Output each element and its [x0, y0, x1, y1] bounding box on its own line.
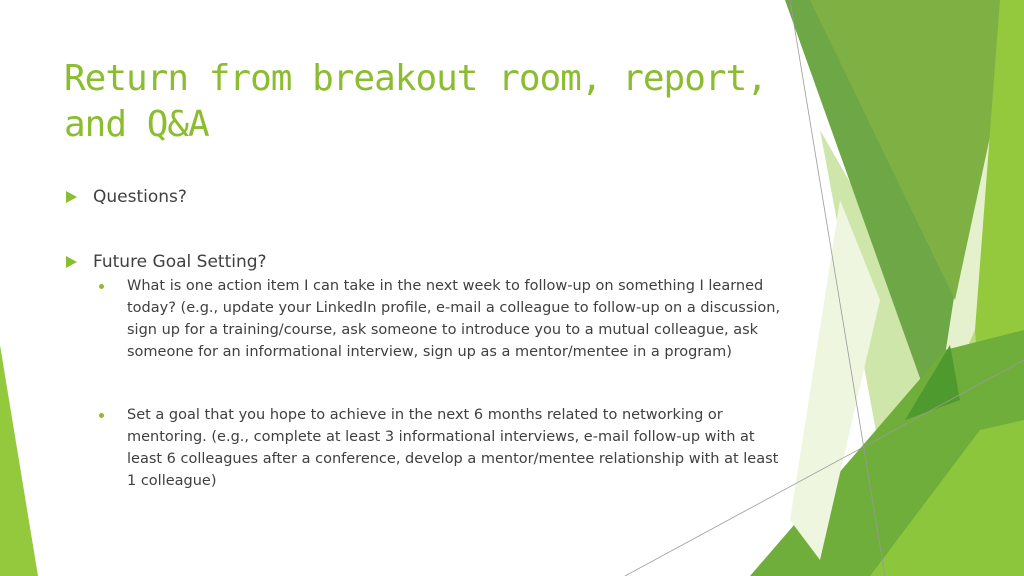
bullet-future-goal-setting: [66, 249, 786, 492]
bullet-text: Future Goal Setting?: [93, 252, 267, 272]
bullet-list: [66, 184, 786, 492]
sub-bullet-item: [93, 275, 792, 363]
bullet-text: Questions?: [93, 187, 187, 207]
arrow-bullet-icon: [66, 191, 77, 203]
arrow-bullet-icon: [66, 256, 77, 268]
slide-title: Return from breakout room, report, and Q&A: [64, 58, 767, 145]
sub-bullet-list: [93, 275, 786, 492]
dot-bullet-icon: [99, 284, 104, 289]
sub-bullet-text: Set a goal that you hope to achieve in the next 6 months related to networking or mentoring. (e.g., complete at least 3 informational interviews, e-mail follow-up with at least 6 colleagues after a conference, develop a mentor/mentee relationship with at least 1 colleague): [127, 407, 779, 489]
sub-bullet-item: [93, 404, 792, 492]
dot-bullet-icon: [99, 413, 104, 418]
left-edge-facet: [0, 345, 38, 576]
sub-bullet-text: What is one action item I can take in the next week to follow-up on something I learned today? (e.g., update your LinkedIn profile, e-mail a colleague to follow-up on a discussion, sign up for a training/course, ask someone to introduce you to a mutual colleague, ask someone for an informational interview, sign up as a mentor/mentee in a program): [127, 278, 781, 360]
bullet-questions: [66, 184, 786, 210]
